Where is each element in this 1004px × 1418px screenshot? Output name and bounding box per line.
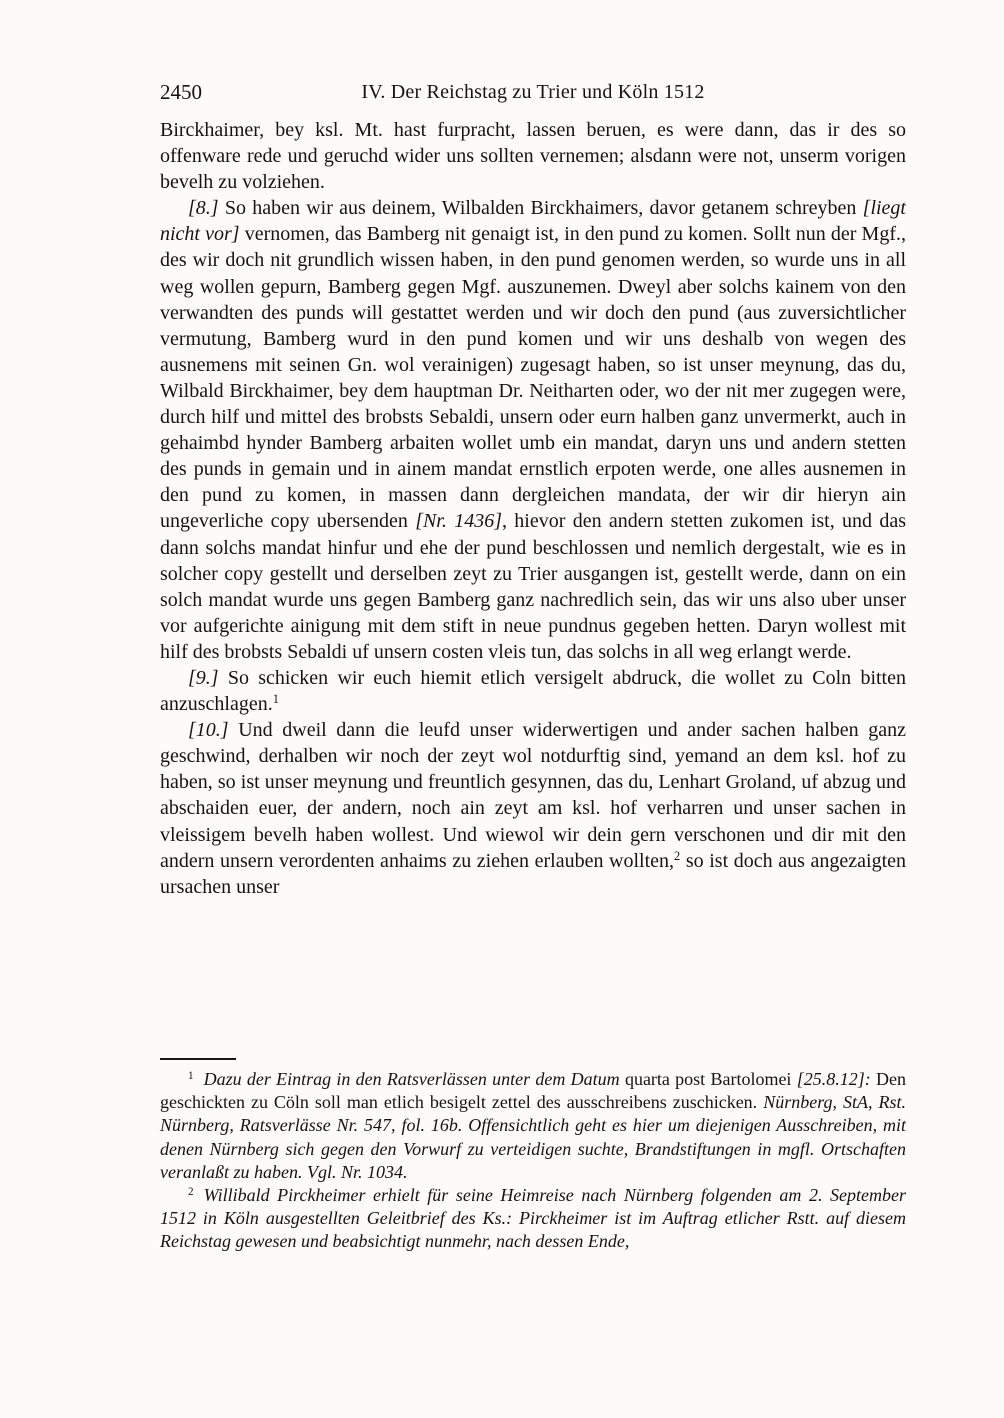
- paragraph-footnote-ref: 2: [674, 848, 681, 863]
- paragraph-segment: [8.]: [188, 197, 225, 220]
- page-number: 2450: [160, 80, 202, 104]
- footnote-segment: [25.8.12]:: [796, 1069, 876, 1089]
- paragraph: [160, 117, 906, 195]
- paragraph-segment: [Nr. 1436]: [415, 510, 502, 533]
- footnote-marker: 1: [188, 1069, 194, 1082]
- paragraph-segment: [9.]: [188, 666, 228, 689]
- paragraph-segment: So schicken wir euch hiemit etlich versigelt abdruck, die wollet zu Coln bitten anzuschlagen.: [160, 666, 906, 716]
- paragraph-segment: so ist doch aus angezaigten ursachen unser: [160, 849, 906, 898]
- paragraph: [160, 195, 906, 665]
- footnote: [160, 1184, 906, 1254]
- body-text: [160, 117, 906, 900]
- running-head: [160, 78, 906, 106]
- footnote: [160, 1068, 906, 1184]
- paragraph-footnote-ref: 1: [272, 692, 279, 707]
- footnote-block: [160, 1058, 906, 1254]
- paragraph-segment: vernomen, das Bamberg nit genaigt ist, in den pund zu komen. Sollt nun der Mgf., des wir doch nit grundlich wissen haben, in den pund genomen werden, so wurde uns in all weg wollen gepurn, Bamberg gegen Mgf. auszunemen. Dweyl aber solchs kainem von den verwandten des punds will gestattet werden und wir doch den pund (aus zuversichtlicher vermutung, Bamberg wurd in den pund komen und wir uns deshalb von wegen des ausnemens mit seinen Gn. wol verainigen) zugesagt haben, so ist unser meynung, das du, Wilbald Birckhaimer, bey dem hauptman Dr. Neitharten oder, wo der nit mer zugegen were, durch hilf und mittel des brobsts Sebaldi, unsern oder eurn halben ganz unvermerkt, auch in gehaimbd hynder Bamberg arbaiten wollet umb ein mandat, daryn uns und andern stetten des punds in gemain und in ainem mandat ernstlich erpoten werde, one alles ausnemen in den pund zu komen, in massen dann dergleichen mandata, der wir dir hieryn ain ungeverliche copy ubersenden: [160, 223, 906, 533]
- footnote-marker: 2: [188, 1185, 194, 1198]
- paragraph-segment: [10.]: [188, 719, 239, 742]
- paragraph: [160, 665, 906, 717]
- paragraph: [160, 717, 906, 900]
- footnote-segment: Nürnberg, StA, Rst. Nürnberg, Ratsverlässe Nr. 547, fol. 16b. Offensichtlich geht es hier um diejenigen Ausschreiben, mit denen Nürnberg sich gegen den Vorwurf zu verteidigen suchte, Brandstiftungen in mgfl. Ortschaften veranlaßt zu haben. Vgl. Nr. 1034.: [160, 1092, 906, 1182]
- paragraph-segment: [liegt nicht vor]: [160, 197, 906, 246]
- running-title: IV. Der Reichstag zu Trier und Köln 1512: [361, 81, 705, 103]
- footnote-segment: Dazu der Eintrag in den Ratsverlässen unter dem Datum: [203, 1069, 625, 1089]
- footnote-separator-rule: [160, 1058, 236, 1060]
- paragraph-segment: Und dweil dann die leufd unser widerwertigen und ander sachen halben ganz geschwind, derhalben wir noch der zeyt wol notdurftig sind, yemand an dem ksl. hof zu haben, so ist unser meynung und freuntlich gesynnen, das du, Lenhart Groland, uf abzug und abschaiden euer, der andern, noch ain zeyt am ksl. hof verharren und unser sachen in vleissigem bevelh haben wollest. Und wiewol wir dein gern verschonen und dir mit den andern unsern verordenten anhaims zu ziehen erlauben wollten,: [160, 719, 906, 872]
- paragraph-segment: , hievor den andern stetten zukomen ist, und das dann solchs mandat hinfur und ehe der pund beschlossen und nemlich dergestalt, wie es in solcher copy gestellt und derselben zeyt zu Trier ausgangen ist, gestellt werde, dann on ein solch mandat wurde uns gegen Bamberg ganz nachredlich sein, das wir uns also uber unser vor aufgerichte ainigung mit dem stift in neue pundnus gegeben hetten. Daryn wollest mit hilf des brobsts Sebaldi uf unsern costen vleis tun, das solchs in all weg erlangt werde.: [160, 510, 906, 663]
- footnote-segment: Den geschickten zu Cöln soll man etlich besigelt zettel des ausschreibens zuschicken.: [160, 1069, 906, 1113]
- paragraph-segment: Birckhaimer, bey ksl. Mt. hast furpracht, lassen beruen, es were dann, das ir des so offenware rede und geruchd wider uns sollten vernemen; alsdann were not, unserm vorigen bevelh zu volziehen.: [160, 119, 906, 194]
- footnote-segment: quarta post Bartolomei: [624, 1069, 797, 1089]
- paragraph-segment: So haben wir aus deinem, Wilbalden Birckhaimers, davor getanem schreyben: [224, 197, 863, 220]
- footnote-segment: Willibald Pirckheimer erhielt für seine Heimreise nach Nürnberg folgenden am 2. September 1512 in Köln ausgestellten Geleitbrief des Ks.: Pirckheimer ist im Auftrag etlicher Rstt. auf diesem Reichstag gewesen und beabsichtigt nunmehr, nach dessen Ende,: [160, 1185, 906, 1252]
- footnotes: [160, 1068, 906, 1254]
